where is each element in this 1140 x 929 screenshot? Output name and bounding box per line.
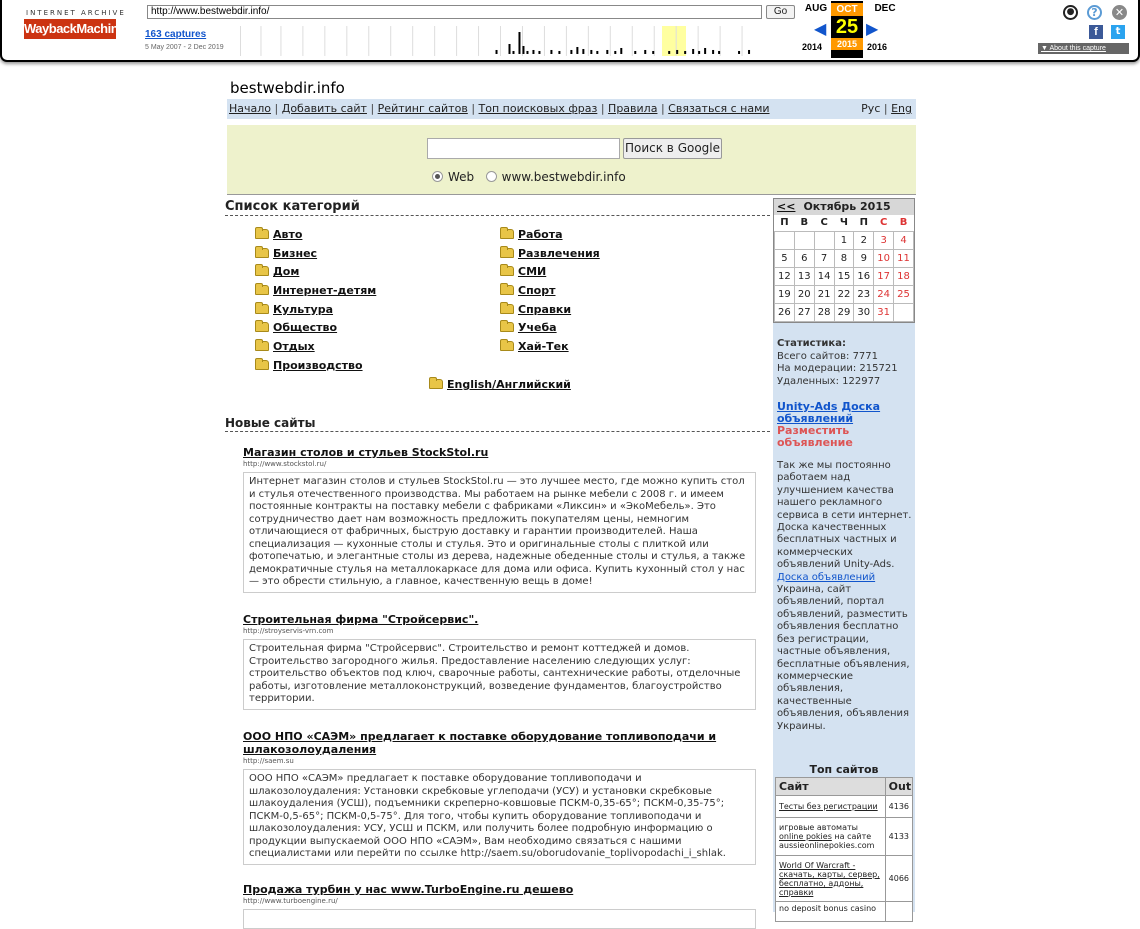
calendar-week bbox=[775, 231, 914, 249]
new-site-title-link[interactable]: ООО НПО «САЭМ» предлагает к поставке оборудование топливоподачи и шлакозолоудаления bbox=[243, 730, 717, 756]
folder-icon bbox=[500, 285, 514, 295]
category-link[interactable]: СМИ bbox=[518, 265, 547, 279]
calendar-day: 20 bbox=[794, 285, 814, 303]
calendar-day: 31 bbox=[874, 303, 894, 321]
new-site-title-link[interactable]: Строительная фирма "Стройсервис". bbox=[243, 613, 479, 626]
categories-column-2 bbox=[500, 228, 600, 359]
go-button[interactable]: Go bbox=[766, 5, 795, 19]
calendar-day: 6 bbox=[794, 249, 814, 267]
calendar-day: 26 bbox=[775, 303, 795, 321]
category-item[interactable] bbox=[255, 284, 376, 303]
new-site-entry bbox=[243, 446, 756, 593]
weekday: В bbox=[794, 215, 814, 231]
calendar-day: 2 bbox=[854, 231, 874, 249]
top-site-out: 4136 bbox=[885, 796, 912, 818]
wayback-toolbar bbox=[0, 0, 1140, 62]
category-item[interactable] bbox=[255, 247, 376, 266]
category-item[interactable] bbox=[255, 303, 376, 322]
weekday: В bbox=[894, 215, 914, 231]
category-link[interactable]: Справки bbox=[518, 302, 572, 316]
calendar-day: 28 bbox=[814, 303, 834, 321]
url-input[interactable]: http://www.bestwebdir.info/ bbox=[147, 5, 762, 19]
site-title: bestwebdir.info bbox=[230, 79, 345, 97]
calendar-week bbox=[775, 285, 914, 303]
unity-ads-link[interactable]: Unity-Ads bbox=[777, 400, 838, 413]
captures-range: 5 May 2007 - 2 Dec 2019 bbox=[145, 44, 224, 51]
nav-home[interactable]: Начало bbox=[229, 102, 272, 115]
radio-site-label: www.bestwebdir.info bbox=[501, 170, 626, 184]
new-sites-heading: Новые сайты bbox=[225, 416, 770, 432]
prev-capture-arrow-icon[interactable]: ◀ bbox=[814, 19, 827, 38]
lang-ru[interactable]: Рус bbox=[861, 102, 881, 115]
new-site-url: http://www.stockstol.ru/ bbox=[243, 460, 327, 468]
calendar-week bbox=[775, 249, 914, 267]
current-capture bbox=[831, 1, 863, 58]
search-input[interactable] bbox=[427, 138, 620, 159]
folder-icon bbox=[500, 304, 514, 314]
language-switch: Рус | Eng bbox=[861, 102, 912, 115]
category-link[interactable]: Развлечения bbox=[518, 246, 600, 260]
calendar-week bbox=[775, 303, 914, 321]
category-item[interactable] bbox=[255, 340, 376, 359]
category-link[interactable]: Хай-Тек bbox=[518, 340, 569, 354]
folder-icon bbox=[500, 266, 514, 276]
category-link[interactable]: Отдых bbox=[273, 340, 315, 354]
folder-icon bbox=[255, 266, 269, 276]
stats-block bbox=[777, 338, 898, 388]
current-day: 25 bbox=[835, 16, 859, 38]
nav-add-site[interactable]: Добавить сайт bbox=[281, 102, 367, 115]
folder-icon bbox=[500, 248, 514, 258]
top-site-cell bbox=[776, 796, 886, 818]
calendar-day bbox=[775, 231, 795, 249]
categories-column-1 bbox=[255, 228, 376, 378]
category-link[interactable]: Общество bbox=[273, 321, 338, 335]
calendar-day bbox=[894, 303, 914, 321]
new-site-description: Интернет магазин столов и стульев StockStol.ru — это лучшее место, где можно купить стол и стулья отечественного производства. Мы работаем на рынке мебели с 2008 г. и имеем постоянные контракты на поставку мебели с фабриками «Ликсин» и «ЭкоМебель». Это сотрудничество дает нам возможность предложить покупателям цены, немногим отличающиеся от фабричных, быструю доставку и гарантии производителей. Наша специализация — кухонные столы и стулья. Это и оригинальные столы с плиткой или фотопечатью, и элегантные столы из дерева, надежные обеденные столы и стулья, а также демократичные стулья на металлокаркасе для дома или офиса. Купить кухонный стол у нас — это обрести стильную, а главное, качественную вещь в доме! bbox=[243, 472, 756, 593]
top-site-link[interactable]: online pokies bbox=[779, 832, 832, 841]
category-link[interactable]: Спорт bbox=[518, 284, 556, 298]
top-nav: Начало | Добавить сайт | Рейтинг сайтов | Топ поисковых фраз | Правила | Связаться с нами Рус | Eng bbox=[227, 99, 916, 119]
calendar-day: 22 bbox=[834, 285, 854, 303]
category-item[interactable] bbox=[255, 359, 376, 378]
calendar-day: 18 bbox=[894, 267, 914, 285]
calendar-prev-link[interactable]: << bbox=[777, 200, 796, 213]
folder-icon bbox=[255, 341, 269, 351]
lang-en[interactable]: Eng bbox=[891, 102, 912, 115]
calendar-day: 9 bbox=[854, 249, 874, 267]
nav-contact[interactable]: Связаться с нами bbox=[668, 102, 770, 115]
new-site-title-link[interactable]: Продажа турбин у нас www.TurboEngine.ru дешево bbox=[243, 883, 574, 896]
calendar-day: 19 bbox=[775, 285, 795, 303]
category-item[interactable] bbox=[255, 265, 376, 284]
new-site-title-link[interactable]: Магазин столов и стульев StockStol.ru bbox=[243, 446, 489, 459]
calendar-day bbox=[794, 231, 814, 249]
current-month: OCT bbox=[831, 3, 863, 16]
top-site-cell bbox=[776, 818, 886, 856]
stats-deleted: Удаленных: 122977 bbox=[777, 375, 881, 387]
category-english-link[interactable]: English/Английский bbox=[447, 378, 571, 391]
nav-top-phrases[interactable]: Топ поисковых фраз bbox=[478, 102, 598, 115]
weekday: С bbox=[814, 215, 834, 231]
new-site-description: ООО НПО «САЭМ» предлагает к поставке оборудование топливоподачи и шлакозолоудаления: Установки скребковые углеподачи (УСУ) и установки скребковые шлакоудаления (УСШ), подъемники скреперно-ковшовые ПСКМ-0,35-65°; ПСКМ-0,35-75°; ПСКМ-0,5-65°; ПСКМ-0,5-75°. Для того, чтобы купить оборудование топливоподачи и шлакозолоудаления: УСУ, УСШ и ПСКМ, или получить более подробную информацию о продукции выпускаемой ООО НПО «САЭМ», Вам необходимо связаться с нашими специалистами или перейти по ссылке http://saem.su/oborudovanie_toplivopodachi_i_shlak. bbox=[243, 769, 756, 865]
calendar-week bbox=[775, 267, 914, 285]
category-link[interactable]: Бизнес bbox=[273, 246, 318, 260]
calendar-day: 3 bbox=[874, 231, 894, 249]
calendar-day: 8 bbox=[834, 249, 854, 267]
search-scope bbox=[432, 170, 626, 184]
top-site-row bbox=[776, 796, 913, 818]
category-item[interactable] bbox=[500, 228, 600, 247]
ads-board-link[interactable]: Доска объявлений bbox=[777, 400, 881, 425]
new-site-url: http://saem.su bbox=[243, 757, 294, 765]
nav-rules[interactable]: Правила bbox=[608, 102, 658, 115]
weekday: С bbox=[874, 215, 894, 231]
category-item[interactable] bbox=[500, 247, 600, 266]
calendar-day: 29 bbox=[834, 303, 854, 321]
category-link[interactable]: Работа bbox=[518, 228, 563, 241]
folder-icon bbox=[429, 379, 443, 389]
categories-heading: Список категорий bbox=[225, 199, 770, 216]
wayback-logo-caption: INTERNET ARCHIVE bbox=[26, 9, 126, 17]
category-item[interactable] bbox=[500, 303, 600, 322]
about-capture-label: About this capture bbox=[1049, 45, 1106, 52]
new-site-description bbox=[243, 909, 756, 929]
calendar-day: 4 bbox=[894, 231, 914, 249]
category-item[interactable] bbox=[500, 321, 600, 340]
weekday: П bbox=[775, 215, 795, 231]
calendar-day: 7 bbox=[814, 249, 834, 267]
new-site-entry bbox=[243, 730, 756, 865]
category-link[interactable]: Культура bbox=[273, 302, 334, 316]
next-month-label[interactable]: DEC bbox=[874, 3, 896, 14]
prev-year-label[interactable]: 2014 bbox=[802, 42, 823, 52]
category-item[interactable] bbox=[500, 340, 600, 359]
about-capture-link[interactable]: ▼ About this capture bbox=[1038, 43, 1129, 54]
folder-icon bbox=[255, 360, 269, 370]
category-link[interactable]: Интернет-детям bbox=[273, 284, 377, 298]
calendar-weekdays bbox=[775, 215, 914, 231]
top-site-post: на сайте aussieonlinepokies.com bbox=[779, 832, 875, 850]
top-site-pre: игровые автоматы bbox=[779, 823, 858, 832]
prev-month-label[interactable]: AUG bbox=[804, 3, 828, 14]
stats-total: Всего сайтов: 7771 bbox=[777, 350, 879, 362]
category-link[interactable]: Производство bbox=[273, 358, 363, 372]
category-english[interactable] bbox=[429, 378, 571, 391]
help-icon[interactable]: ? bbox=[1087, 5, 1102, 20]
calendar-day: 30 bbox=[854, 303, 874, 321]
col-site: Сайт bbox=[776, 778, 886, 796]
top-sites-table bbox=[775, 777, 913, 922]
capture-histogram[interactable] bbox=[240, 26, 775, 56]
calendar-day: 1 bbox=[834, 231, 854, 249]
top-site-link[interactable]: Тесты без регистрации bbox=[779, 802, 878, 811]
calendar-day: 15 bbox=[834, 267, 854, 285]
top-site-cell bbox=[776, 856, 886, 902]
ads-text-link[interactable]: Доска объявлений bbox=[777, 571, 876, 583]
category-item[interactable] bbox=[255, 321, 376, 340]
top-site-out: 4066 bbox=[885, 856, 912, 902]
top-sites-header bbox=[776, 778, 913, 796]
calendar-header bbox=[774, 199, 914, 215]
col-out: Out bbox=[885, 778, 912, 796]
new-site-url: http://stroyservis-vrn.com bbox=[243, 627, 334, 635]
top-site-row bbox=[776, 856, 913, 902]
top-site-out: 4133 bbox=[885, 818, 912, 856]
calendar-day: 23 bbox=[854, 285, 874, 303]
calendar-day: 25 bbox=[894, 285, 914, 303]
place-ad-link[interactable]: Разместить объявление bbox=[777, 424, 853, 449]
calendar-day: 5 bbox=[775, 249, 795, 267]
top-sites-title: Топ сайтов bbox=[809, 763, 879, 776]
stats-title: Статистика: bbox=[777, 338, 846, 349]
top-site-row bbox=[776, 818, 913, 856]
calendar-day: 27 bbox=[794, 303, 814, 321]
nav-rating[interactable]: Рейтинг сайтов bbox=[377, 102, 468, 115]
category-link[interactable]: Учеба bbox=[518, 321, 557, 335]
twitter-icon[interactable]: t bbox=[1111, 25, 1125, 39]
weekday: П bbox=[854, 215, 874, 231]
folder-icon bbox=[255, 229, 269, 239]
new-site-url: http://www.turboengine.ru/ bbox=[243, 897, 338, 905]
radio-site[interactable] bbox=[486, 171, 497, 182]
facebook-icon[interactable]: f bbox=[1089, 25, 1103, 39]
radio-web-label: Web bbox=[448, 170, 475, 184]
calendar-day: 14 bbox=[814, 267, 834, 285]
category-item[interactable] bbox=[500, 265, 600, 284]
calendar-day: 24 bbox=[874, 285, 894, 303]
category-link[interactable]: Авто bbox=[273, 228, 303, 241]
wayback-logo[interactable]: WaybackMachine bbox=[24, 19, 116, 39]
top-site-pre: no deposit bonus casino bbox=[779, 904, 877, 913]
category-link[interactable]: Дом bbox=[273, 265, 300, 279]
calendar bbox=[773, 198, 915, 323]
new-site-entry bbox=[243, 613, 756, 710]
next-capture-arrow-icon[interactable]: ▶ bbox=[866, 19, 879, 38]
calendar-grid bbox=[774, 215, 914, 322]
user-icon[interactable]: ● bbox=[1063, 5, 1078, 20]
calendar-day: 17 bbox=[874, 267, 894, 285]
top-site-link[interactable]: World Of Warcraft - скачать, карты, сервер, бесплатно, аддоны, справки bbox=[779, 860, 880, 897]
captures-link[interactable]: 163 captures bbox=[145, 29, 207, 40]
calendar-title: Октябрь 2015 bbox=[803, 200, 891, 213]
folder-icon bbox=[500, 341, 514, 351]
ads-text-1: Так же мы постоянно работаем над улучшением качества нашего рекламного сервиса в сети интернет. Доска качественных бесплатных частных и коммерческих объявлений Unity-Ads. bbox=[777, 460, 912, 571]
calendar-day: 16 bbox=[854, 267, 874, 285]
new-site-description: Строительная фирма "Стройсервис". Строительство и ремонт коттеджей и домов. Строительство загородного жилья. Предоставление населению следующих услуг: строительство объектов под ключ, сварочные работы, сантехнические работы, отделочные работы, изготовление металлоконструкций, возведение фундаментов, благоустройство территории. bbox=[243, 639, 756, 710]
folder-icon bbox=[255, 304, 269, 314]
current-year: 2015 bbox=[831, 38, 863, 50]
calendar-day: 13 bbox=[794, 267, 814, 285]
ads-description bbox=[777, 460, 915, 733]
close-icon[interactable]: ✕ bbox=[1112, 5, 1127, 20]
folder-icon bbox=[500, 229, 514, 239]
category-item[interactable] bbox=[500, 284, 600, 303]
calendar-day: 12 bbox=[775, 267, 795, 285]
google-search-button[interactable]: Поиск в Google bbox=[623, 138, 722, 159]
category-item[interactable] bbox=[255, 228, 376, 247]
calendar-day bbox=[814, 231, 834, 249]
calendar-day: 11 bbox=[894, 249, 914, 267]
new-site-entry bbox=[243, 883, 756, 929]
calendar-day: 10 bbox=[874, 249, 894, 267]
radio-web[interactable] bbox=[432, 171, 443, 182]
folder-icon bbox=[255, 322, 269, 332]
folder-icon bbox=[500, 322, 514, 332]
calendar-day: 21 bbox=[814, 285, 834, 303]
folder-icon bbox=[255, 285, 269, 295]
stats-moderation: На модерации: 215721 bbox=[777, 363, 898, 374]
folder-icon bbox=[255, 248, 269, 258]
ads-text-2: Украина, сайт объявлений, портал объявлений, разместить объявления бесплатно без регистрации, частные объявления, бесплатные объявления, коммерческие объявления, качественные объявления, объявления Украины. bbox=[777, 584, 910, 732]
weekday: Ч bbox=[834, 215, 854, 231]
google-search-box bbox=[227, 125, 916, 195]
next-year-label[interactable]: 2016 bbox=[867, 42, 888, 52]
ads-block bbox=[777, 401, 912, 449]
